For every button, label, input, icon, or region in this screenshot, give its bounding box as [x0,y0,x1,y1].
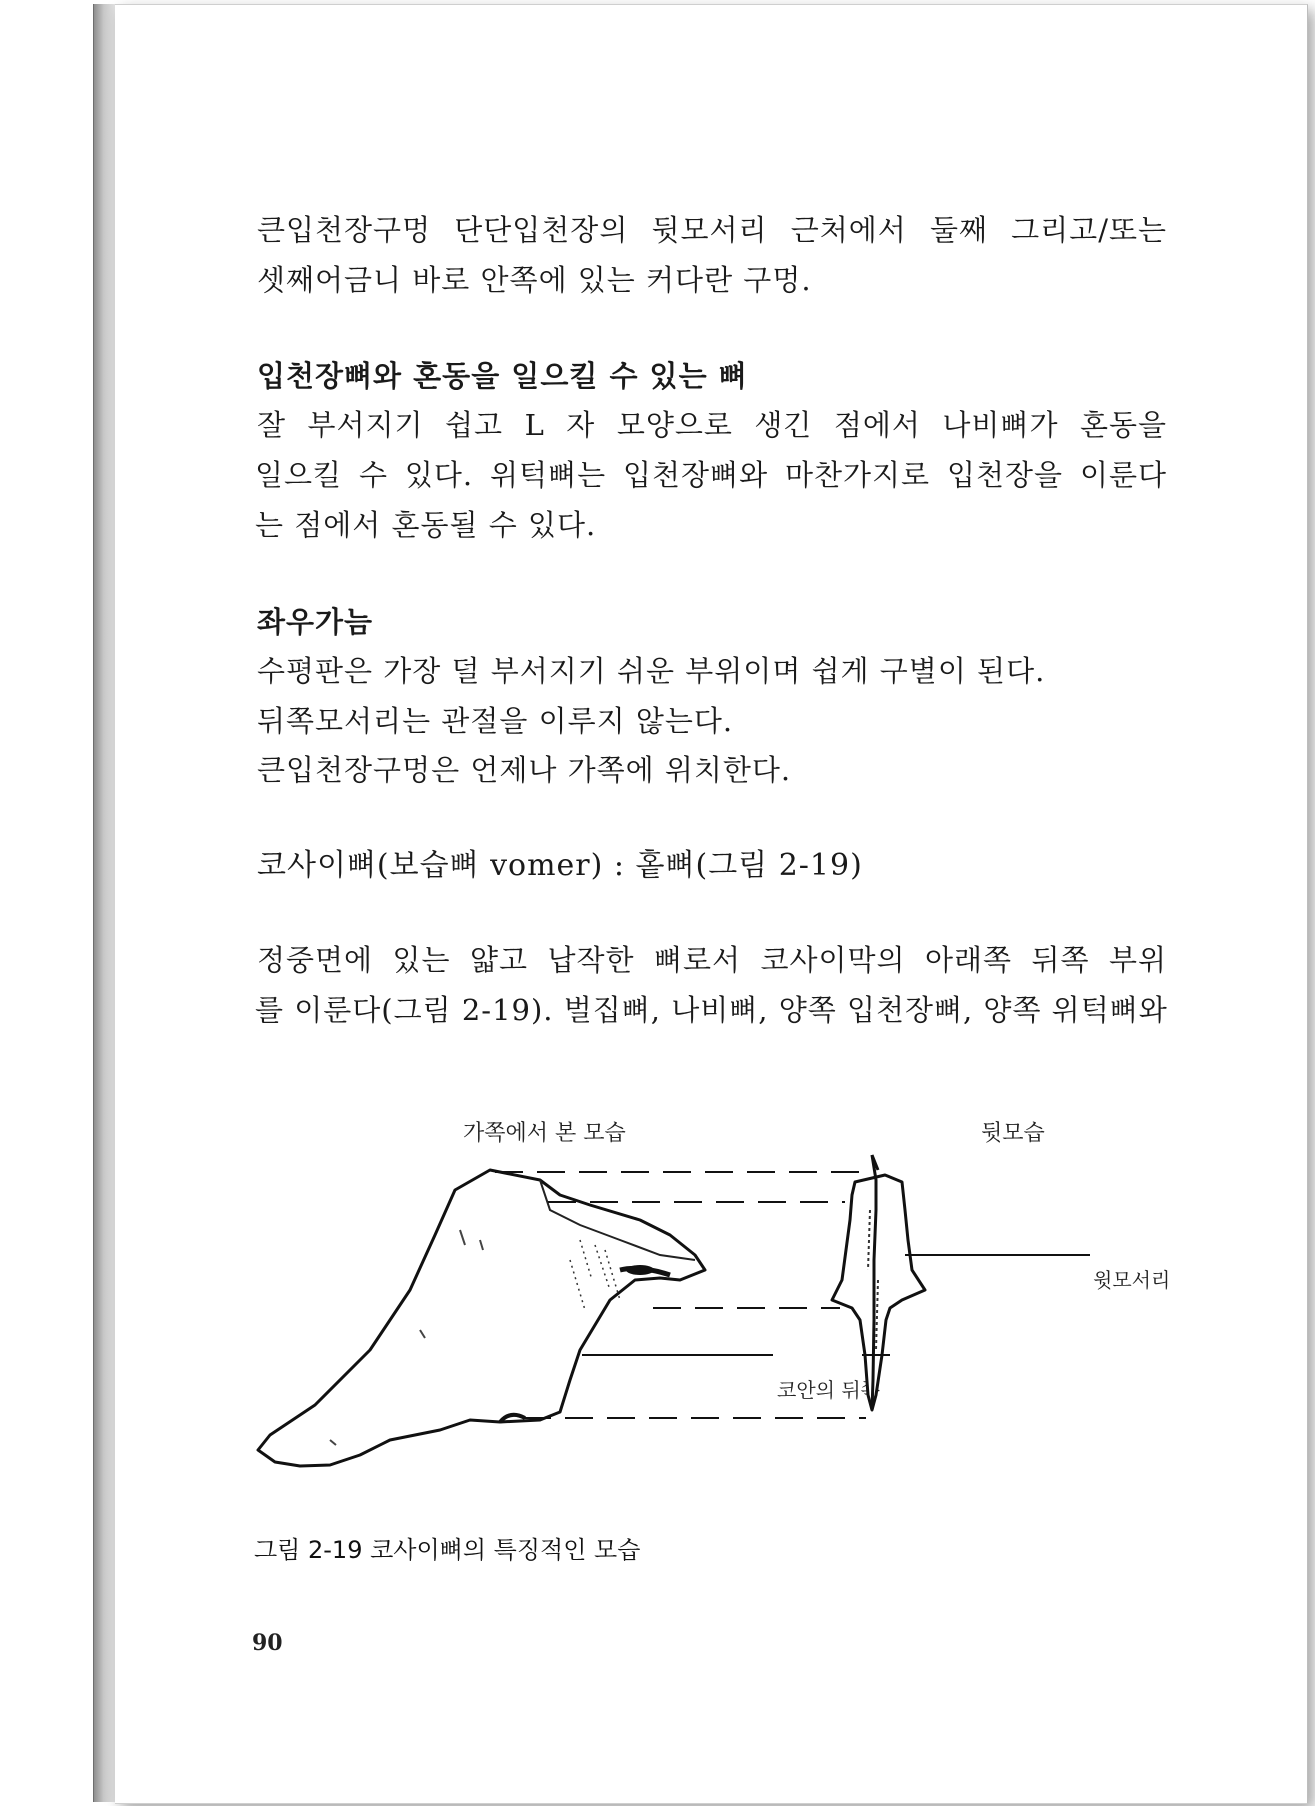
confusion-line1: 잘 부서지기 쉽고 L 자 모양으로 생긴 점에서 나비뼈가 혼동을 [257,408,1167,442]
side-line2: 뒤쪽모서리는 관절을 이루지 않는다. [257,704,734,738]
page-number: 90 [252,1630,283,1656]
vomer-lateral-outline [258,1170,705,1466]
confusion-line3: 는 점에서 혼동될 수 있다. [255,508,597,542]
side-line1: 수평판은 가장 덜 부서지기 쉬운 부위이며 쉽게 구별이 된다. [257,654,1046,688]
para1-line2: 셋째어금니 바로 안쪽에 있는 커다란 구멍. [257,263,812,297]
figure-label-upper-edge: 윗모서리 [1093,1268,1171,1292]
confusion-heading: 입천장뼈와 혼동을 일으킬 수 있는 뼈 [257,359,748,393]
confusion-line2: 일으킬 수 있다. 위턱뼈는 입천장뼈와 마찬가지로 입천장을 이룬다 [255,458,1167,492]
figure-label-lateral: 가쪽에서 본 모습 [463,1121,626,1146]
vomer-line1: 정중면에 있는 얇고 납작한 뼈로서 코사이막의 아래쪽 뒤쪽 부위 [257,943,1167,977]
figure-caption: 그림 2-19 코사이뼈의 특징적인 모습 [254,1536,641,1564]
vomer-figure [240,1150,1240,1510]
side-line3: 큰입천장구멍은 언제나 가쪽에 위치한다. [257,753,792,787]
vomer-line2: 를 이룬다(그림 2-19). 벌집뼈, 나비뼈, 양쪽 입천장뼈, 양쪽 위턱뼈와 [255,993,1168,1027]
vomer-title: 코사이뼈(보습뼈 vomer) : 홑뼈(그림 2-19) [257,848,863,883]
figure-label-choana: 코안의 뒤쪽 [777,1378,880,1402]
side-heading: 좌우가늠 [257,605,374,639]
book-spine [93,4,116,1802]
figure-label-posterior: 뒷모습 [981,1121,1045,1146]
para1-line1: 큰입천장구멍 단단입천장의 뒷모서리 근처에서 둘째 그리고/또는 [257,213,1167,247]
